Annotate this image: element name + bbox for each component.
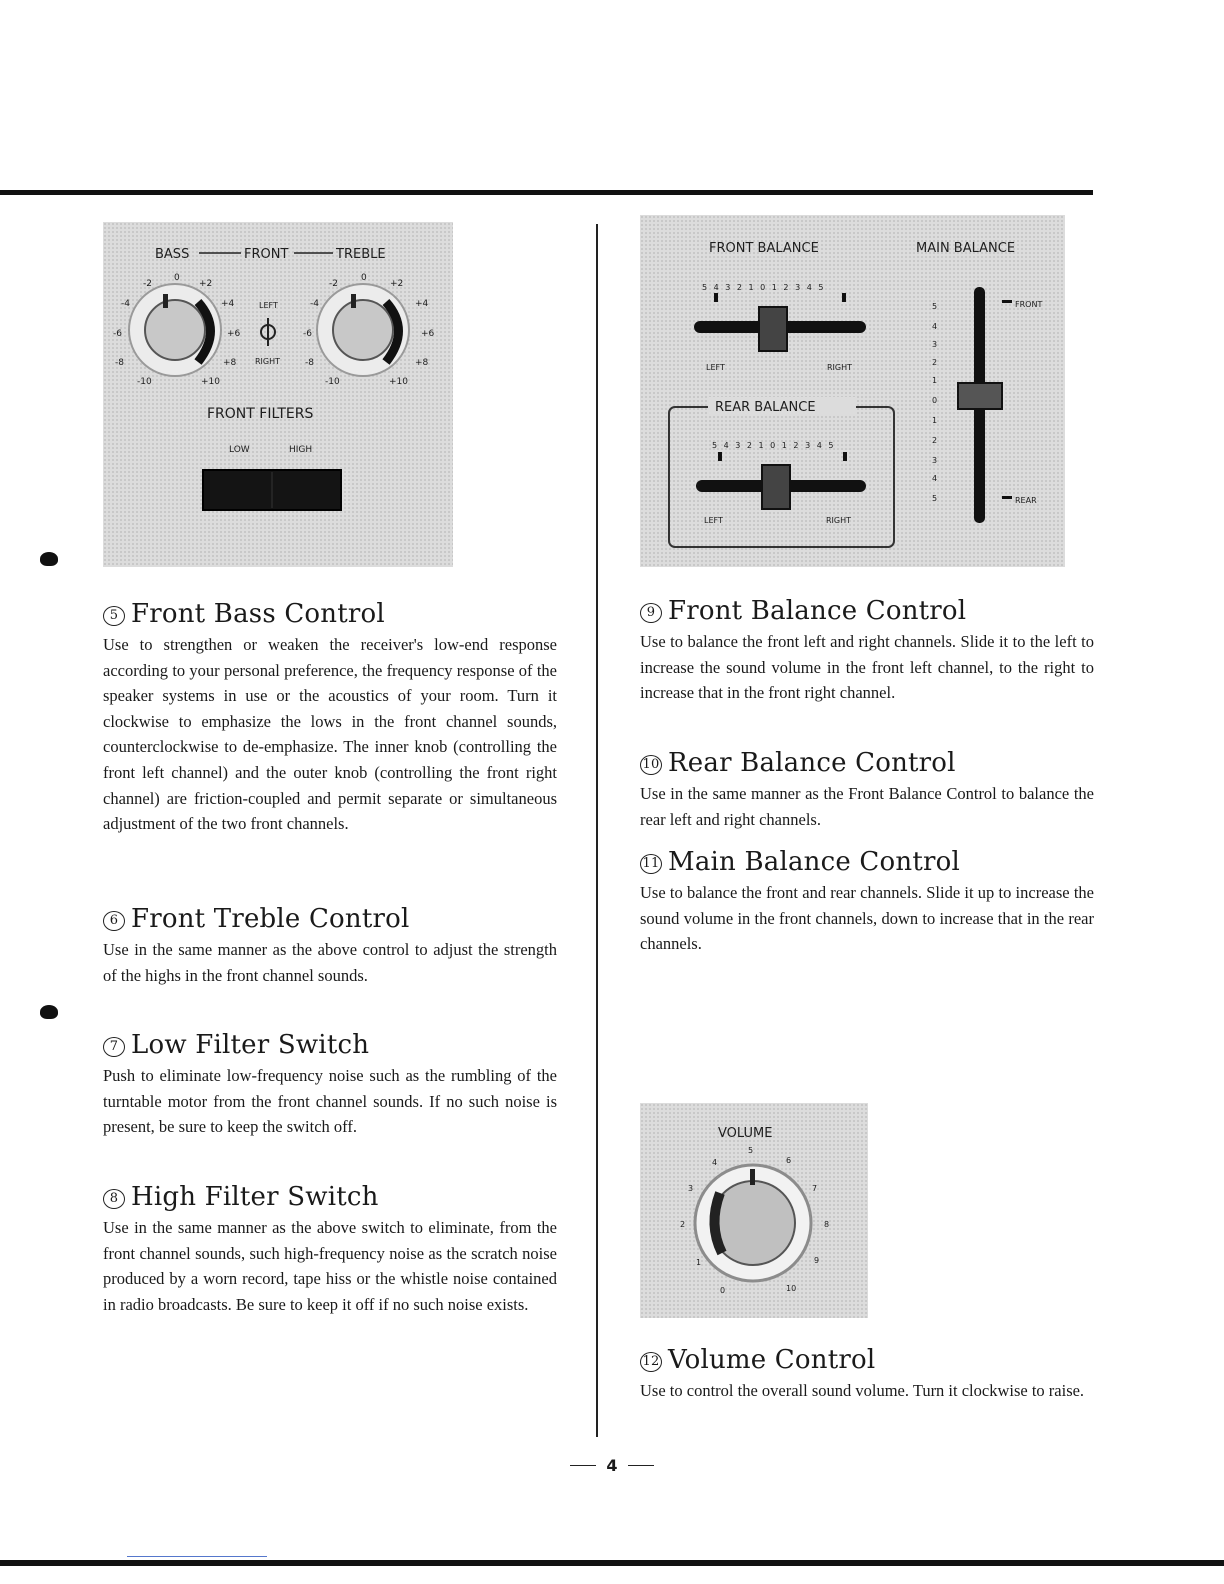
svg-text:4: 4 <box>932 474 938 483</box>
treble-scale-0: 0 <box>361 273 367 283</box>
svg-text:2: 2 <box>680 1220 686 1229</box>
bass-scale-m4: -4 <box>121 299 130 309</box>
item-number: 6 <box>103 911 125 931</box>
rear-balance-right: RIGHT <box>826 516 852 525</box>
section-title: Low Filter Switch <box>131 1030 370 1060</box>
page-dash <box>570 1465 596 1467</box>
volume-knob-cap <box>711 1181 795 1265</box>
svg-text:0: 0 <box>932 396 938 405</box>
bass-scale-p10: +10 <box>201 377 220 387</box>
volume-label: VOLUME <box>718 1126 773 1141</box>
section-heading <box>103 903 557 935</box>
section-heading <box>640 747 1094 779</box>
item-number: 12 <box>640 1352 662 1372</box>
svg-text:10: 10 <box>786 1284 797 1293</box>
bass-scale-p6: +6 <box>227 329 241 339</box>
bass-label: BASS <box>155 247 190 262</box>
bottom-rule <box>0 1560 1224 1566</box>
section-high-filter <box>103 1181 557 1317</box>
section-body: Use in the same manner as the Front Balance Control to balance the rear left and right channels. <box>640 784 1094 829</box>
item-number: 9 <box>640 603 662 623</box>
page-number <box>0 1456 1224 1475</box>
section-heading <box>103 598 557 630</box>
section-heading <box>640 1344 1094 1376</box>
svg-text:1: 1 <box>932 416 938 425</box>
bass-scale-m6: -6 <box>113 329 122 339</box>
svg-text:5: 5 <box>932 494 938 503</box>
main-front-label: FRONT <box>1015 300 1043 309</box>
section-volume <box>640 1344 1094 1404</box>
bass-inner-knob <box>145 300 205 360</box>
bass-scale-m8: -8 <box>115 358 124 368</box>
treble-scale-p6: +6 <box>421 329 435 339</box>
svg-text:0: 0 <box>720 1286 726 1295</box>
section-heading <box>103 1181 557 1213</box>
section-body: Use to control the overall sound volume. Turn it clockwise to raise. <box>640 1381 1085 1400</box>
section-heading <box>640 846 1094 878</box>
bass-scale-m10: -10 <box>137 377 152 387</box>
rear-balance-scale: 5 4 3 2 1 0 1 2 3 4 5 <box>712 441 836 450</box>
item-number: 8 <box>103 1189 125 1209</box>
page-number-text: 4 <box>606 1456 618 1475</box>
tone-right-label: RIGHT <box>255 357 281 366</box>
section-body: Use to balance the front left and right channels. Slide it to the left to increase the sound volume in the front left channel, to the right to increase that in the front right channel. <box>640 632 1094 703</box>
rear-balance-left: LEFT <box>704 516 723 525</box>
rear-balance-slider <box>762 465 790 509</box>
balance-photo <box>640 215 1065 567</box>
bottom-thin-rule <box>127 1556 267 1557</box>
bass-indicator <box>163 294 168 308</box>
front-balance-left: LEFT <box>706 363 725 372</box>
svg-text:2: 2 <box>932 358 938 367</box>
treble-label: TREBLE <box>336 247 386 262</box>
treble-inner-knob <box>333 300 393 360</box>
section-body: Use to strengthen or weaken the receiver's low-end response according to your personal preference, the frequency response of the speaker systems in use or the acoustics of your room. Turn it clockwise to emphasize the lows in the front channel sounds, counterclockwise to de-emphasize. The inner knob (controlling the front left channel) and the outer knob (controlling the front right channel) are friction-coupled and permit separate or simultaneous adjustment of the two front channels. <box>103 635 557 834</box>
bass-scale-0: 0 <box>174 273 180 283</box>
front-balance-label: FRONT BALANCE <box>709 241 819 256</box>
treble-scale-m6: -6 <box>303 329 312 339</box>
svg-text:4: 4 <box>932 322 938 331</box>
front-label: FRONT <box>244 247 289 262</box>
item-number: 10 <box>640 755 662 775</box>
section-heading <box>640 595 1094 627</box>
svg-text:5: 5 <box>748 1146 754 1155</box>
item-number: 7 <box>103 1037 125 1057</box>
svg-text:2: 2 <box>932 436 938 445</box>
section-title: Front Balance Control <box>668 596 967 626</box>
treble-scale-p10: +10 <box>389 377 408 387</box>
svg-text:6: 6 <box>786 1156 792 1165</box>
section-body: Use in the same manner as the above switch to eliminate, from the front channel sounds, such high-frequency noise as the scratch noise produced by a worn record, tape hiss or the whistle noise contained in radio broadcasts. Be sure to keep it off if no such noise exists. <box>103 1218 557 1314</box>
section-title: Front Treble Control <box>131 904 410 934</box>
item-number: 11 <box>640 854 662 874</box>
treble-scale-m10: -10 <box>325 377 340 387</box>
section-front-bass <box>103 598 557 837</box>
svg-text:7: 7 <box>812 1184 818 1193</box>
section-front-treble <box>103 903 557 988</box>
rear-balance-label: REAR BALANCE <box>715 400 816 415</box>
front-balance-slider <box>759 307 787 351</box>
section-body: Push to eliminate low-frequency noise such as the rumbling of the turntable motor from the front channel sounds. If no such noise is present, be sure to keep the switch off. <box>103 1066 557 1137</box>
treble-scale-m4: -4 <box>310 299 319 309</box>
margin-mark <box>40 1005 58 1019</box>
top-rule <box>0 190 1093 195</box>
bass-scale-p4: +4 <box>221 299 235 309</box>
section-rear-balance <box>640 747 1094 832</box>
treble-scale-p8: +8 <box>415 358 429 368</box>
treble-scale-p4: +4 <box>415 299 429 309</box>
section-body: Use to balance the front and rear channels. Slide it up to increase the sound volume in the front channels, down to increase that in the rear channels. <box>640 883 1094 954</box>
svg-text:8: 8 <box>824 1220 830 1229</box>
column-divider <box>596 224 598 1437</box>
margin-mark <box>40 552 58 566</box>
svg-text:3: 3 <box>688 1184 694 1193</box>
front-filters-label: FRONT FILTERS <box>207 406 314 422</box>
front-tone-drawing <box>103 222 453 567</box>
svg-text:9: 9 <box>814 1256 820 1265</box>
page-dash <box>628 1465 654 1467</box>
volume-indicator <box>750 1169 755 1185</box>
svg-text:3: 3 <box>932 340 938 349</box>
main-rear-label: REAR <box>1015 496 1037 505</box>
front-balance-right: RIGHT <box>827 363 853 372</box>
svg-text:5: 5 <box>932 302 938 311</box>
tone-left-label: LEFT <box>259 301 278 310</box>
section-body: Use in the same manner as the above control to adjust the strength of the highs in the front channel sounds. <box>103 940 557 985</box>
bass-scale-p8: +8 <box>223 358 237 368</box>
high-label: HIGH <box>289 445 313 455</box>
main-balance-label: MAIN BALANCE <box>916 241 1016 256</box>
section-front-balance <box>640 595 1094 706</box>
section-title: Front Bass Control <box>131 599 385 629</box>
section-title: Main Balance Control <box>668 847 960 877</box>
section-heading <box>103 1029 557 1061</box>
bass-scale-m2: -2 <box>143 279 152 289</box>
low-label: LOW <box>229 445 250 455</box>
treble-indicator <box>351 294 356 308</box>
item-number: 5 <box>103 606 125 626</box>
svg-text:1: 1 <box>932 376 938 385</box>
svg-text:4: 4 <box>712 1158 718 1167</box>
section-title: Volume Control <box>668 1345 876 1375</box>
treble-scale-m8: -8 <box>305 358 314 368</box>
bass-scale-p2: +2 <box>199 279 213 289</box>
svg-text:1: 1 <box>696 1258 702 1267</box>
section-title: Rear Balance Control <box>668 748 956 778</box>
volume-drawing <box>640 1103 868 1318</box>
svg-text:3: 3 <box>932 456 938 465</box>
main-balance-scale <box>932 302 937 503</box>
balance-drawing <box>640 215 1065 567</box>
front-balance-scale: 5 4 3 2 1 0 1 2 3 4 5 <box>702 283 826 292</box>
section-title: High Filter Switch <box>131 1182 379 1212</box>
treble-scale-m2: -2 <box>329 279 338 289</box>
main-balance-slider <box>958 383 1002 409</box>
front-tone-photo <box>103 222 453 567</box>
treble-scale-p2: +2 <box>390 279 404 289</box>
section-low-filter <box>103 1029 557 1140</box>
volume-photo <box>640 1103 868 1318</box>
section-main-balance <box>640 846 1094 957</box>
